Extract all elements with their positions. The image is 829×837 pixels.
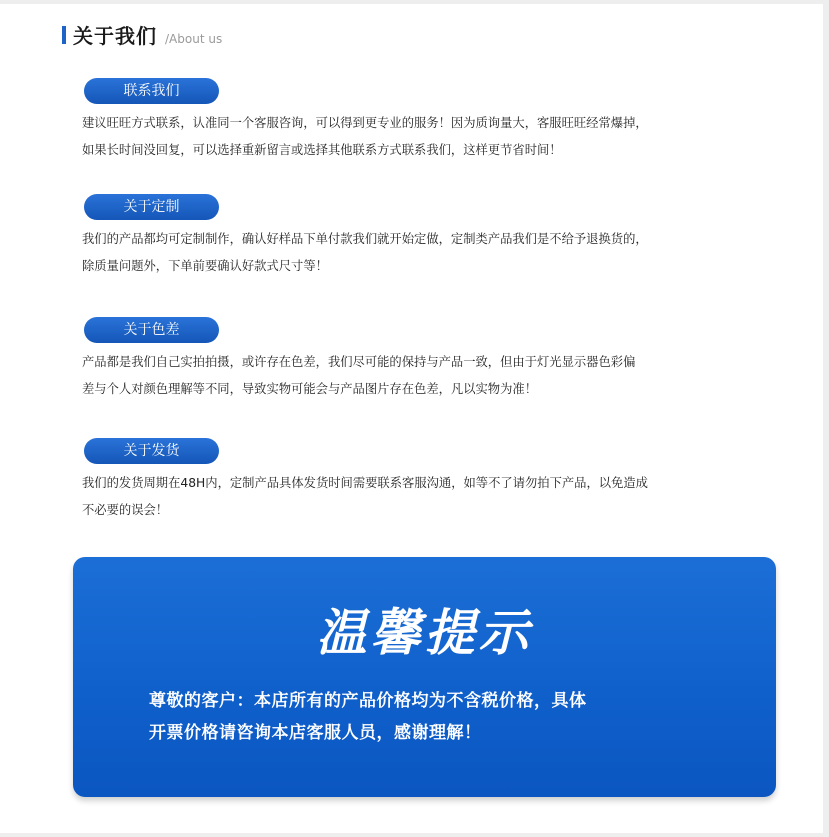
contact-us-badge: 联系我们 <box>84 78 219 104</box>
page-title: 关于我们 <box>73 24 157 48</box>
color-difference-badge: 关于色差 <box>84 317 219 343</box>
warm-tip-card <box>73 557 776 797</box>
header-accent-bar <box>62 26 66 44</box>
section-contact <box>82 78 782 164</box>
warm-tip-title: 温馨提示 <box>316 604 533 662</box>
section-customization <box>82 194 782 280</box>
page-subtitle: /About us <box>165 32 223 46</box>
customization-badge: 关于定制 <box>84 194 219 220</box>
warm-tip-text: 尊敬的客户：本店所有的产品价格均为不含税价格，具体 开票价格请咨询本店客服人员，感谢理解！ <box>149 691 587 743</box>
section-color-difference <box>82 317 782 403</box>
color-difference-text: 产品都是我们自己实拍拍摄，或许存在色差，我们尽可能的保持与产品一致，但由于灯光显示器色彩偏 差与个人对颜色理解等不同，导致实物可能会与产品图片存在色差，凡以实物为准！ <box>82 355 636 396</box>
section-shipping <box>82 438 782 524</box>
customization-text: 我们的产品都均可定制制作，确认好样品下单付款我们就开始定做，定制类产品我们是不给予退换货的， 除质量问题外，下单前要确认好款式尺寸等！ <box>82 232 648 273</box>
contact-us-text: 建议旺旺方式联系，认准同一个客服咨询，可以得到更专业的服务！因为质询量大，客服旺旺经常爆掉， 如果长时间没回复，可以选择重新留言或选择其他联系方式联系我们，这样更节省时间！ <box>82 116 648 157</box>
about-us-page <box>0 4 823 833</box>
shipping-text: 我们的发货周期在48H内，定制产品具体发货时间需要联系客服沟通，如等不了请勿拍下产品，以免造成 不必要的误会！ <box>82 476 648 517</box>
section-header <box>62 20 222 49</box>
shipping-badge: 关于发货 <box>84 438 219 464</box>
